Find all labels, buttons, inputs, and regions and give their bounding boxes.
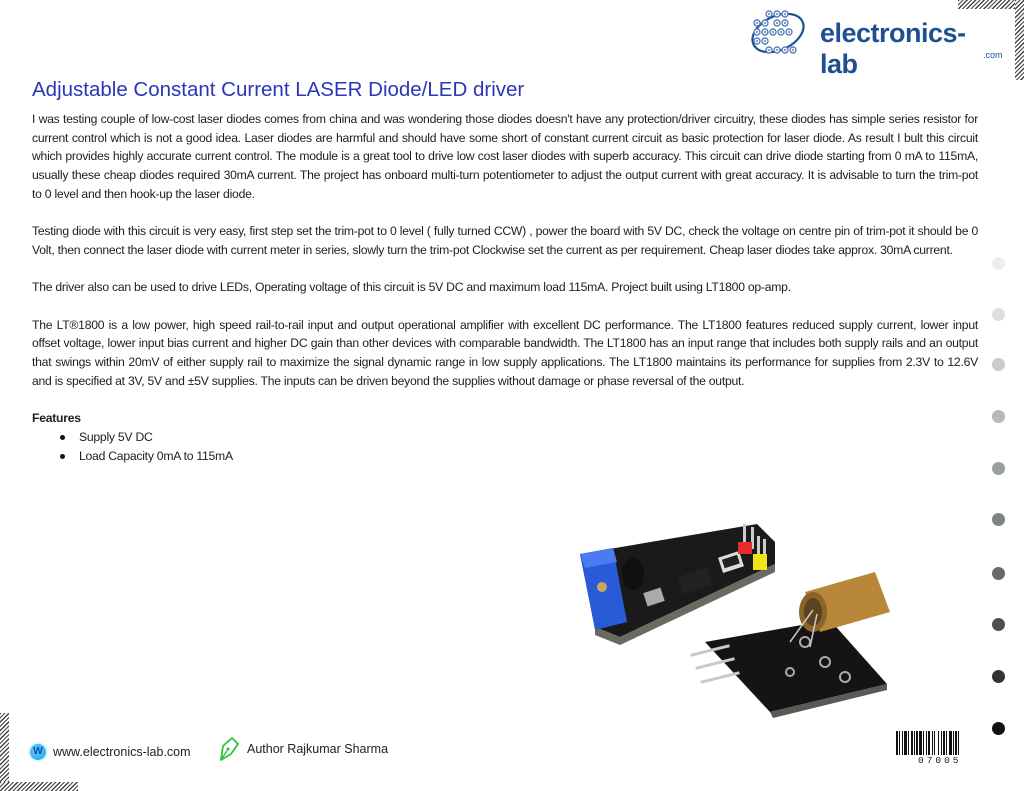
side-dot — [992, 257, 1005, 270]
barcode — [896, 731, 984, 755]
corner-hatch-top-right — [958, 0, 1024, 80]
side-dot — [992, 567, 1005, 580]
side-dot — [992, 722, 1005, 735]
barcode-number: 07005 — [918, 755, 962, 766]
paragraph-leds: The driver also can be used to drive LEDs, Operating voltage of this circuit is 5V DC and maximum load 115mA. Project built using LT1800 op-amp. — [32, 280, 791, 295]
features-list — [32, 428, 978, 465]
paragraph-testing: Testing diode with this circuit is very easy, first step set the trim-pot to 0 level ( fully turned CCW) , power the board with 5V DC, check the voltage on centre pin of trim-pot it should be 0 Volt, then connect the laser diode with current meter in series, slowly turn the trim-pot Clockwise set the current as per requirement. Cheap laser diodes take approx. 30mA current. — [32, 224, 978, 257]
feature-item: Load Capacity 0mA to 115mA — [32, 447, 978, 466]
paragraph-intro: I was testing couple of low-cost laser diodes comes from china and was wondering those diodes doesn't have any protection/driver circuitry, these diodes has simple series resistor for current control which is not a good idea. Laser diodes are harmful and should have some short of constant current circuit as basic protection for laser diode. As result I bult this circuit which provides highly accurate current control. The module is a great tool to drive low cost laser diodes with superb accuracy. This circuit can drive diode starting from 0 mA to 115mA, usually these cheap diodes required 30mA current. The project has onboard multi-turn potentiometer to adjust the output current with great accuracy. It is advisable to turn the trim-pot to 0 level and then hook-up the laser diode. — [32, 112, 978, 201]
website-link[interactable]: www.electronics-lab.com — [53, 745, 191, 759]
article-title: Adjustable Constant Current LASER Diode/LED driver — [32, 78, 525, 101]
circuit-dots-logo-icon — [750, 8, 806, 58]
side-dot — [992, 358, 1005, 371]
brand-domain-suffix: .com — [983, 50, 1003, 60]
side-dot — [992, 618, 1005, 631]
hatch-bar — [0, 782, 78, 791]
laser-pcb — [690, 620, 887, 718]
hatch-bar — [1015, 0, 1024, 80]
brand-name: electronics-lab — [820, 18, 966, 79]
side-dot — [992, 513, 1005, 526]
features-heading: Features — [32, 411, 81, 426]
driver-pcb — [580, 524, 775, 645]
author-name: Author Rajkumar Sharma — [247, 742, 389, 756]
feature-item: Supply 5V DC — [32, 428, 978, 447]
hatch-bar — [0, 713, 9, 791]
side-dot — [992, 670, 1005, 683]
side-dot — [992, 462, 1005, 475]
brand-logo[interactable] — [750, 8, 1003, 79]
footer-author — [218, 736, 388, 762]
footer-website[interactable] — [30, 744, 191, 760]
pen-nib-icon — [218, 736, 240, 762]
side-dot — [992, 308, 1005, 321]
side-dot — [992, 410, 1005, 423]
product-photo-laser-driver-module — [565, 512, 890, 727]
article-body — [32, 110, 978, 465]
website-globe-icon: W — [30, 744, 46, 760]
paragraph-lt1800: The LT®1800 is a low power, high speed rail-to-rail input and output operational amplifier with excellent DC performance. The LT1800 features reduced supply current, lower input offset voltage, lower input bias current and higher DC gain than other devices with comparable bandwidth. The LT1800 has an input range that includes both supply rails and an output that swings within 20mV of either supply rail to maximize the signal dynamic range in low supply applications. The LT1800 maintains its performance for supplies from 2.3V to 12.6V and is specified at 3V, 5V and ±5V supplies. The inputs can be driven beyond the supplies without damage or phase reversal of the output. — [32, 317, 978, 388]
